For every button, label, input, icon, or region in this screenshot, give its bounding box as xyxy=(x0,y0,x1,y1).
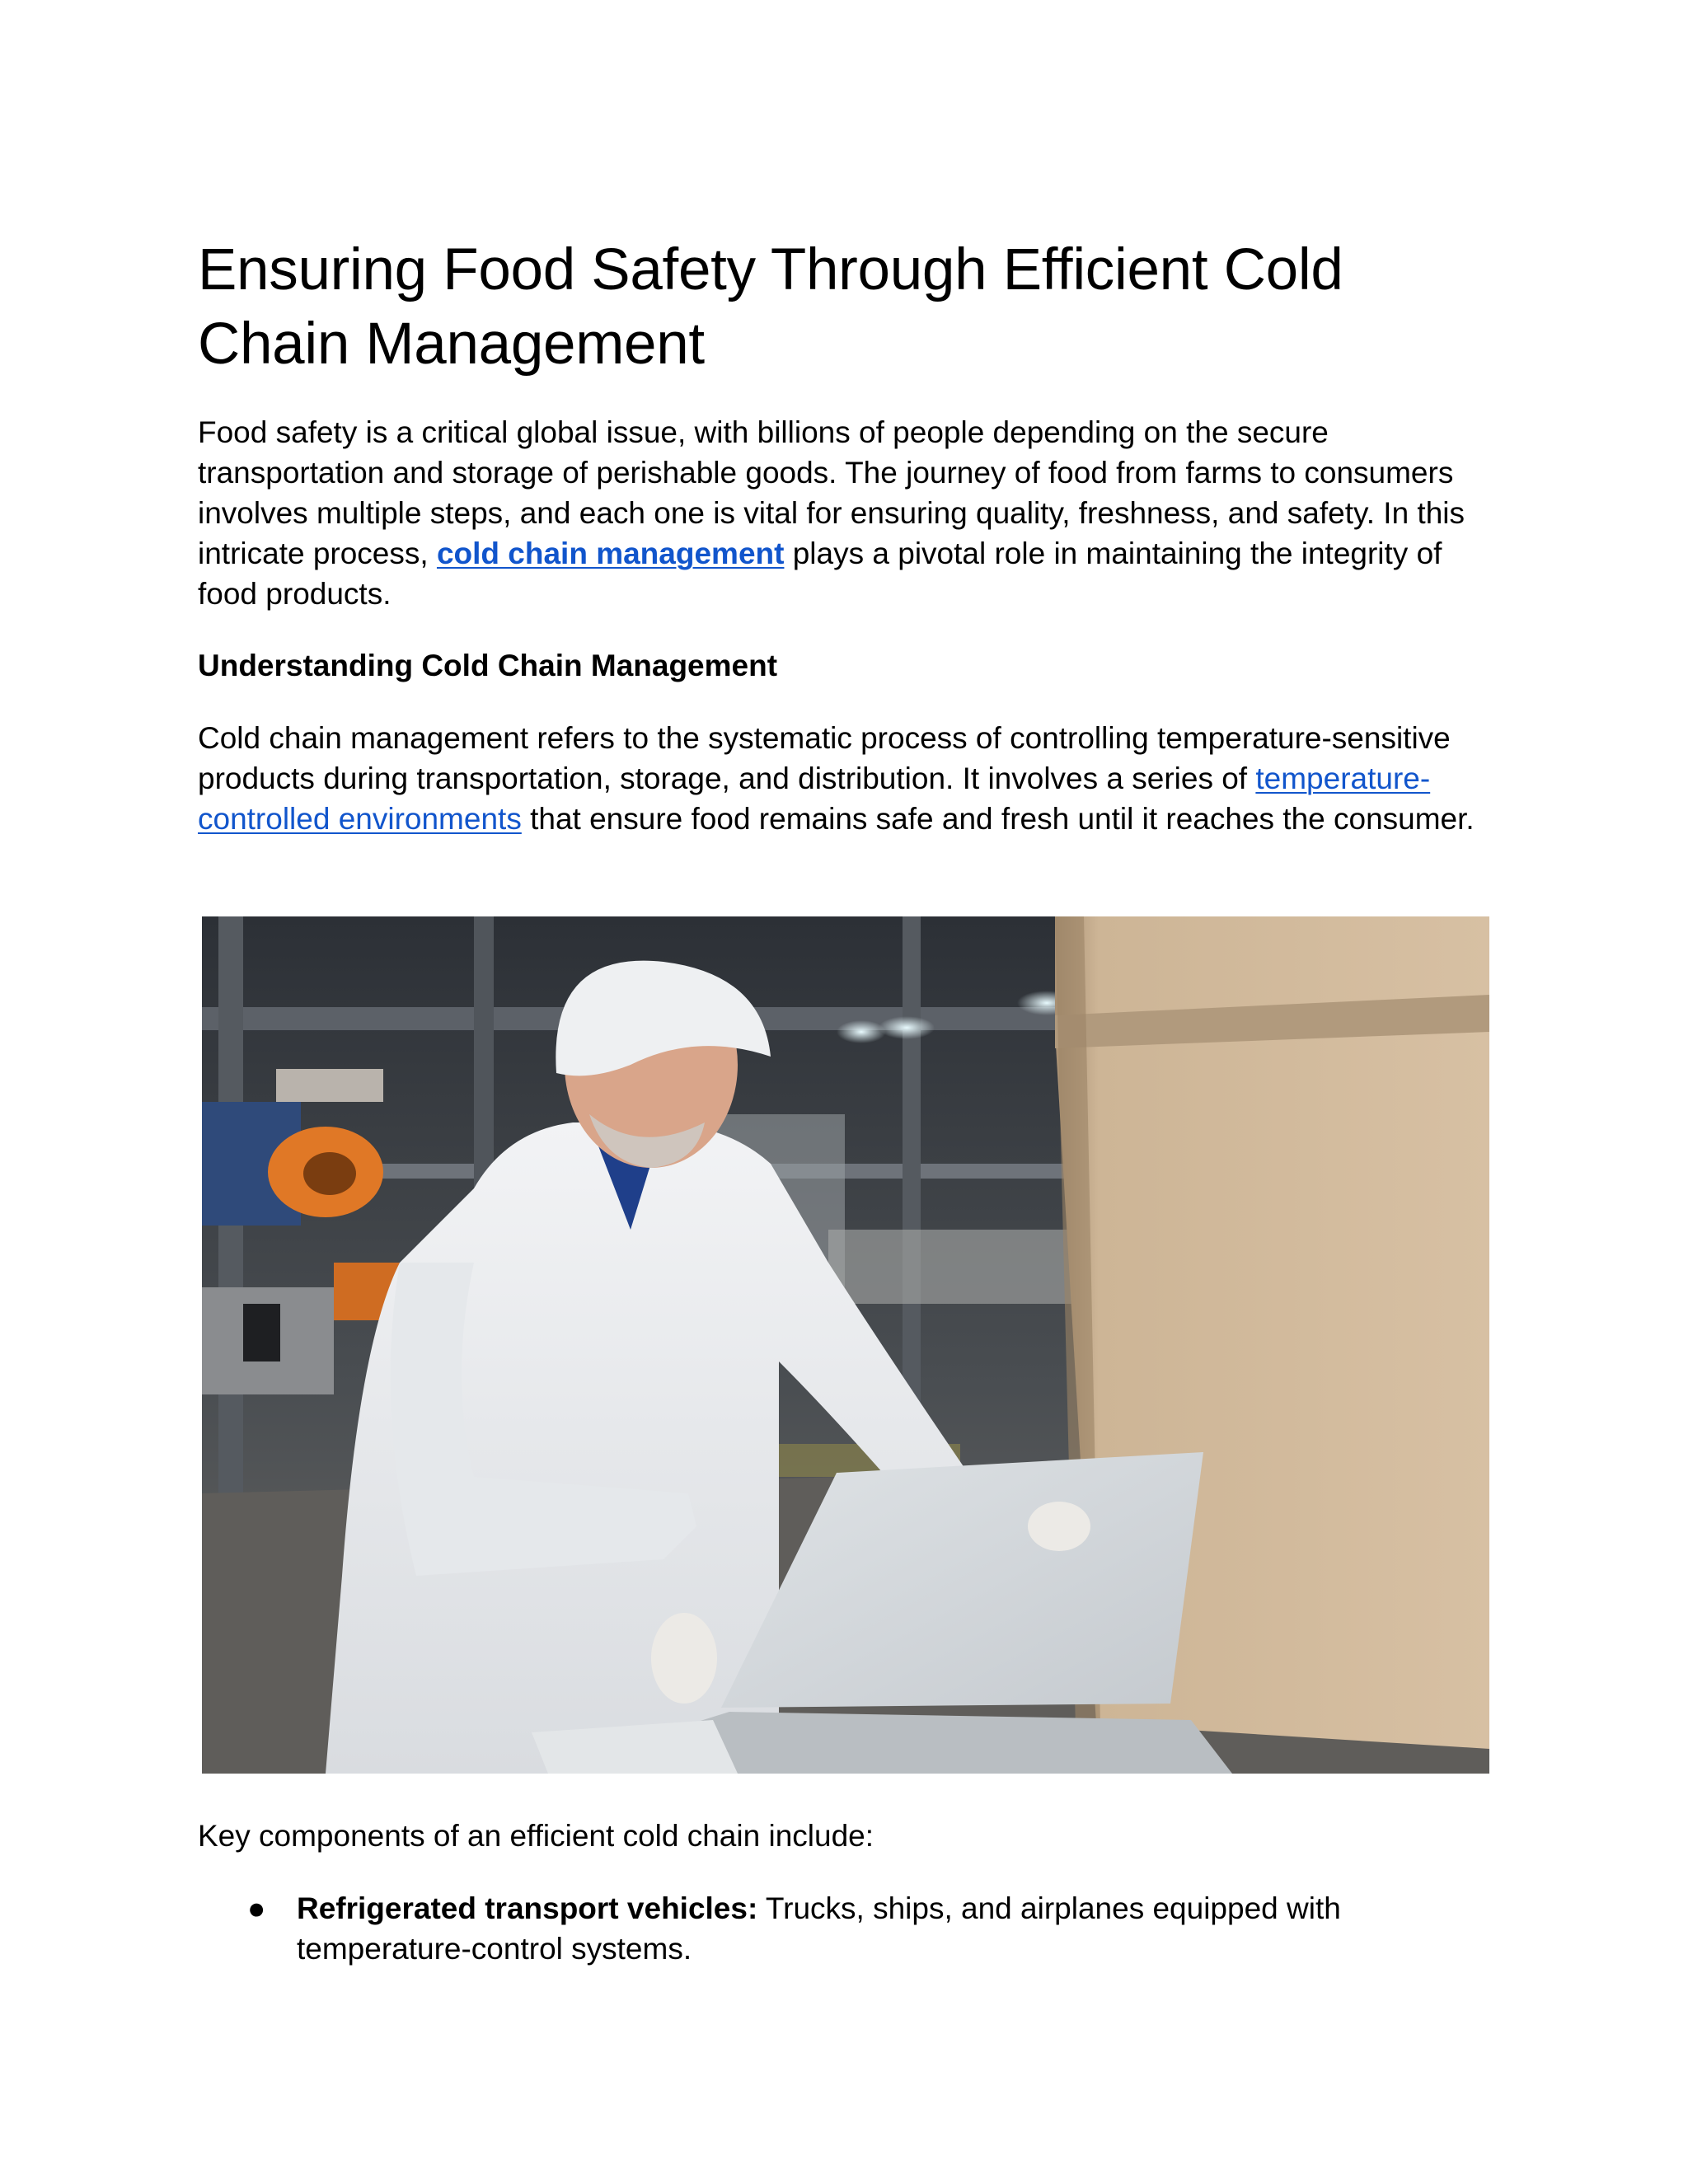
intro-text-end: plays a pivotal role in maintaining the integrity of food products. xyxy=(198,537,1442,611)
components-list xyxy=(198,1888,1492,1969)
components-intro: Key components of an efficient cold chain include: xyxy=(198,1819,874,1853)
cold-chain-management-link[interactable]: cold chain management xyxy=(436,537,785,570)
article-photo xyxy=(202,916,1489,1774)
list-item xyxy=(198,1888,1492,1969)
definition-text-end: that ensure food remains safe and fresh until it reaches the consumer. xyxy=(521,802,1475,836)
worker-with-laptop-illustration xyxy=(202,916,1489,1774)
component-description: Trucks, ships, and airplanes equipped with temperature-control systems. xyxy=(297,1891,1341,1966)
definition-paragraph xyxy=(198,718,1492,839)
intro-text-start: Food safety is a critical global issue, with billions of people depending on the secure transportation and storage of perishable goods. The journey of food from farms to consumers involves multiple steps, and each one is vital for ensuring quality, freshness, and safety. In this intricate process, xyxy=(198,415,1465,570)
bullet-icon: ● xyxy=(247,1891,266,1925)
definition-text-start: Cold chain management refers to the systematic process of controlling temperature-sensitive products during transportation, storage, and distribution. It involves a series of xyxy=(198,721,1451,795)
section-heading: Understanding Cold Chain Management xyxy=(198,649,778,682)
intro-paragraph xyxy=(198,412,1492,614)
page-title: Ensuring Food Safety Through Efficient Cold Chain Management xyxy=(198,237,1343,377)
component-term: Refrigerated transport vehicles: xyxy=(297,1891,758,1925)
temperature-controlled-environments-link[interactable]: temperature-controlled environments xyxy=(198,762,1431,836)
